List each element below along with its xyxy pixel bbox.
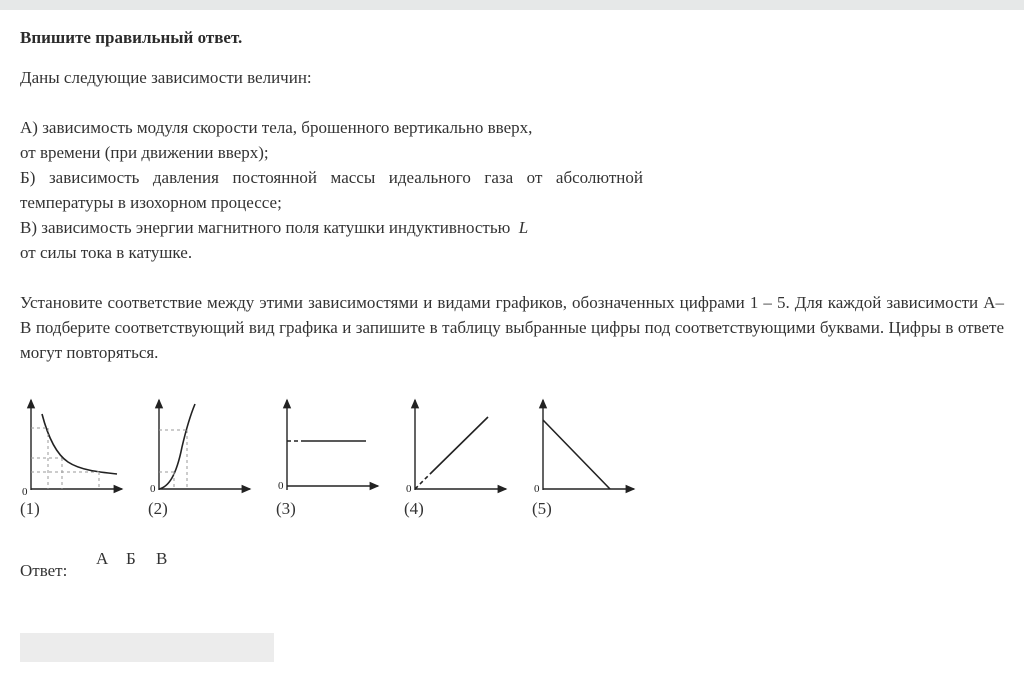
item-a-line1: А) зависимость модуля скорости тела, брошенного вертикально вверх,	[20, 118, 533, 137]
graph-4	[402, 392, 530, 502]
graph-2	[146, 392, 274, 502]
dependencies-list	[20, 115, 643, 265]
graph-3-label: (3)	[276, 499, 296, 518]
origin-label: 0	[22, 486, 28, 498]
curve	[159, 404, 195, 489]
question-instruction: Впишите правильный ответ.	[20, 28, 243, 47]
item-b-line1: Б) зависимость давления постоянной массы идеального газа от абсолютной	[20, 168, 643, 187]
inductance-symbol: L	[518, 218, 529, 237]
answer-letter-c: В	[156, 549, 168, 568]
graph-4-label: (4)	[404, 499, 424, 518]
answer-input[interactable]	[20, 633, 274, 662]
graph-1	[18, 392, 146, 502]
top-bar	[0, 0, 1024, 10]
item-a-line2: от времени (при движении вверх);	[20, 143, 269, 162]
item-c-line1	[20, 215, 643, 240]
line	[430, 417, 488, 474]
answer-label: Ответ:	[20, 561, 68, 580]
origin-label: 0	[406, 483, 412, 495]
item-c-text: В) зависимость энергии магнитного поля катушки индуктивностью	[20, 218, 511, 237]
graph-1-label: (1)	[20, 499, 40, 518]
graph-3	[274, 392, 402, 502]
intro-text: Даны следующие зависимости величин:	[20, 68, 312, 87]
task-text: Установите соответствие между этими зависимостями и видами графиков, обозначенных цифрами 1 – 5. Для каждой зависимости А– В подберите соответствующий вид графика и запишите в таблицу выбранные цифры под соответствующими буквами. Цифры в ответе могут повторяться.	[20, 293, 1004, 362]
answer-letter-a: А	[96, 549, 109, 568]
graph-5	[530, 392, 658, 502]
item-c-line2: от силы тока в катушке.	[20, 243, 193, 262]
line	[543, 420, 610, 489]
graph-5-label: (5)	[532, 499, 552, 518]
item-b-line2: температуры в изохорном процессе;	[20, 193, 282, 212]
curve	[42, 414, 117, 474]
graph-2-label: (2)	[148, 499, 168, 518]
origin-label: 0	[534, 483, 540, 495]
origin-label: 0	[150, 483, 156, 495]
origin-label: 0	[278, 480, 284, 492]
answer-letter-b: Б	[126, 549, 136, 568]
